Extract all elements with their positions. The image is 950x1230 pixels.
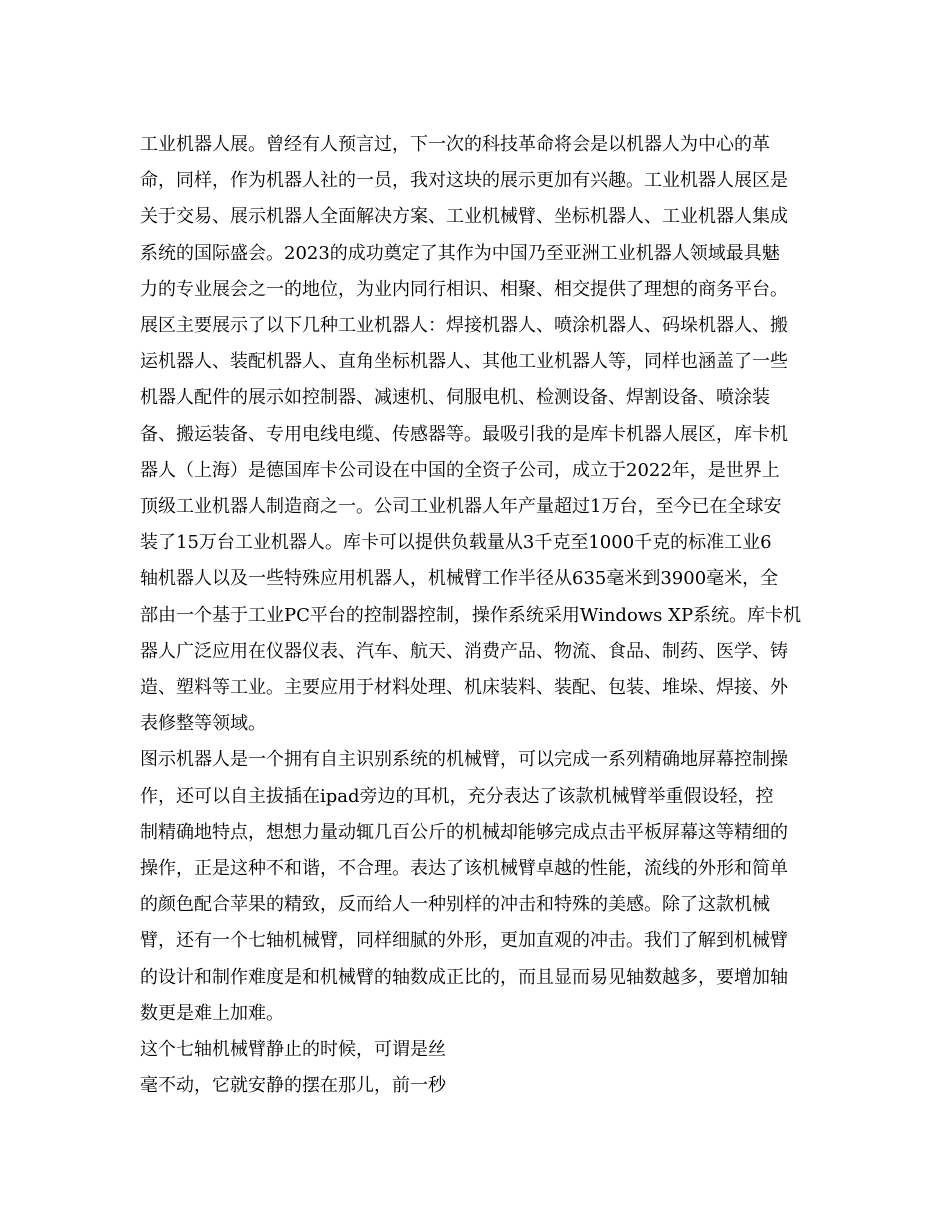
text-line: 作，还可以自主拔插在ipad旁边的耳机，充分表达了该款机械臂举重假设轻，控	[140, 785, 774, 807]
text-line: 命，同样，作为机器人社的一员，我对这块的展示更加有兴趣。工业机器人展区是	[140, 170, 788, 192]
text-line: 备、搬运装备、专用电线电缆、传感器等。最吸引我的是库卡机器人展区，库卡机	[140, 423, 788, 445]
text-line: 顶级工业机器人制造商之一。公司工业机器人年产量超过1万台，至今已在全球安	[140, 496, 782, 518]
text-line: 图示机器人是一个拥有自主识别系统的机械臂，可以完成一系列精确地屏幕控制操	[140, 749, 788, 771]
text-line: 造、塑料等工业。主要应用于材料处理、机床装料、装配、包装、堆垛、焊接、外	[140, 677, 788, 699]
text-line: 制精确地特点，想想力量动辄几百公斤的机械却能够完成点击平板屏幕这等精细的	[140, 821, 788, 843]
text-line: 这个七轴机械臂静止的时候，可谓是丝	[140, 1039, 446, 1061]
text-line: 器人（上海）是德国库卡公司设在中国的全资子公司，成立于2022年，是世界上	[140, 459, 780, 481]
text-line: 数更是难上加难。	[140, 1002, 284, 1024]
text-line: 部由一个基于工业PC平台的控制器控制，操作系统采用Windows XP系统。库卡机	[140, 604, 802, 626]
text-line: 臂，还有一个七轴机械臂，同样细腻的外形，更加直观的冲击。我们了解到机械臂	[140, 930, 788, 952]
text-line: 器人广泛应用在仪器仪表、汽车、航天、消费产品、物流、食品、制药、医学、铸	[140, 640, 788, 662]
text-line: 毫不动，它就安静的摆在那儿，前一秒	[140, 1075, 446, 1097]
text-line: 的设计和制作难度是和机械臂的轴数成正比的，而且显而易见轴数越多，要增加轴	[140, 966, 788, 988]
text-line: 力的专业展会之一的地位，为业内同行相识、相聚、相交提供了理想的商务平台。	[140, 278, 788, 300]
text-line: 系统的国际盛会。2023的成功奠定了其作为中国乃至亚洲工业机器人领域最具魅	[140, 242, 780, 264]
text-line: 操作，正是这种不和谐，不合理。表达了该机械臂卓越的性能，流线的外形和简单	[140, 858, 788, 880]
text-line: 关于交易、展示机器人全面解决方案、工业机械臂、坐标机器人、工业机器人集成	[140, 206, 788, 228]
text-line: 运机器人、装配机器人、直角坐标机器人、其他工业机器人等，同样也涵盖了一些	[140, 351, 788, 373]
text-line: 表修整等领域。	[140, 713, 266, 735]
text-line: 工业机器人展。曾经有人预言过，下一次的科技革命将会是以机器人为中心的革	[140, 134, 770, 155]
paragraph-seven-axis-2	[140, 1068, 812, 1104]
text-line: 装了15万台工业机器人。库卡可以提供负载量从3千克至1000千克的标准工业6	[140, 532, 772, 554]
paragraph-robot-arm	[140, 742, 812, 1032]
paragraph-kuka-exhibition	[140, 127, 812, 742]
text-line: 机器人配件的展示如控制器、减速机、伺服电机、检测设备、焊割设备、喷涂装	[140, 387, 770, 409]
paragraph-seven-axis-1	[140, 1032, 812, 1068]
text-line: 轴机器人以及一些特殊应用机器人，机械臂工作半径从635毫米到3900毫米，全	[140, 568, 779, 590]
text-line: 展区主要展示了以下几种工业机器人：焊接机器人、喷涂机器人、码垛机器人、搬	[140, 315, 788, 337]
document-body	[140, 127, 812, 1104]
text-line: 的颜色配合苹果的精致，反而给人一种别样的冲击和特殊的美感。除了这款机械	[140, 894, 770, 916]
